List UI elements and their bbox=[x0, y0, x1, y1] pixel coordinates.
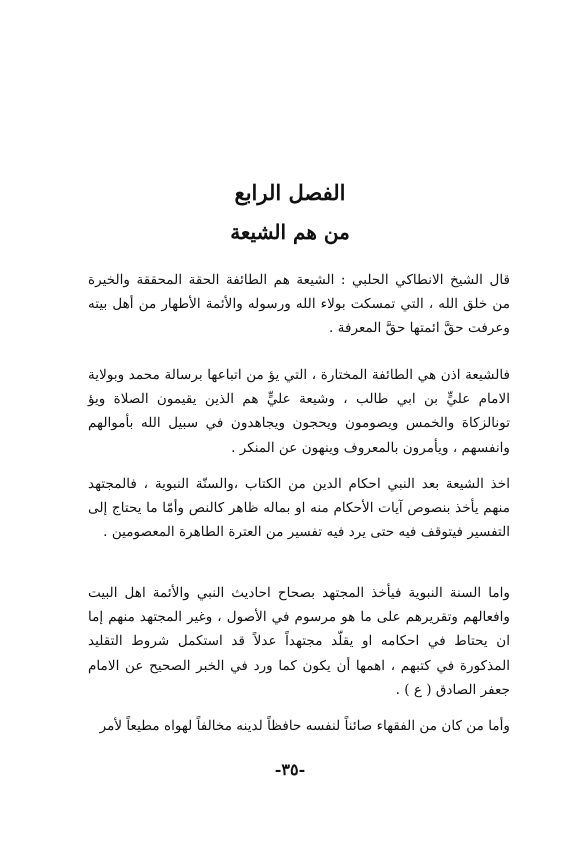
paragraph-4 bbox=[88, 581, 510, 702]
paragraph-1 bbox=[88, 268, 510, 341]
chapter-title: الفصل الرابع bbox=[234, 180, 346, 205]
paragraph-text: فالشيعة اذن هي الطائفة المختارة ، التي يؤ من اتباعها برسالة محمد وبولاية الامام عليٍّ بن ابي طالب ، وشيعة عليٍّ هم الذين يقيمون الصلاة ويؤ تونالزكاة والخمس ويصومون ويحجون ويجاهدون في سبيل الله بأموالهم وانفسهم ، ويأمرون بالمعروف وينهون عن المنكر . bbox=[88, 367, 510, 456]
paragraph-2 bbox=[88, 363, 510, 460]
paragraph-5 bbox=[88, 714, 510, 738]
paragraph-3 bbox=[88, 472, 510, 545]
paragraph-text: اخذ الشيعة بعد النبي احكام الدين من الكتاب ،والسنّة النبوية ، فالمجتهد منهم يأخذ بنصوص آيات الأحكام منه او بماله ظاهر كالنص وأمّا ما يحتاج إلى التفسير فيتوقف فيه حتى يرد فيه تفسير من العترة الطاهرة المعصومين . bbox=[88, 476, 510, 541]
page-number: -٣٥- bbox=[274, 760, 306, 779]
chapter-subtitle: من هم الشيعة bbox=[230, 220, 350, 244]
paragraph-text: وأما من كان من الفقهاء صائناً لنفسه حافظاً لدينه مخالفاً لهواه مطيعاً لأمر bbox=[99, 718, 510, 734]
paragraph-text: واما السنة النبوية فيأخذ المجتهد بصحاح احاديث النبي والأئمة اهل البيت وافعالهم وتقريرهم على ما هو مرسوم في الأصول ، وغير المجتهد منهم إما ان يحتاط في احكامه او يقلّد مجتهداً عدلاً قد استكمل شروط التقليد المذكورة في كتبهم ، اهمها أن يكون كما ورد في الخبر الصحيح عن الامام جعفر الصادق ( ع ) . bbox=[88, 585, 510, 698]
paragraph-text: قال الشيخ الانطاكي الحلبي : الشيعة هم الطائفة الحقة المحققة والخيرة من خلق الله ، التي تمسكت بولاء الله ورسوله والأئمة الأطهار من أهل بيته وعرفت حقَّ ائمتها حقَّ المعرفة . bbox=[88, 272, 510, 337]
